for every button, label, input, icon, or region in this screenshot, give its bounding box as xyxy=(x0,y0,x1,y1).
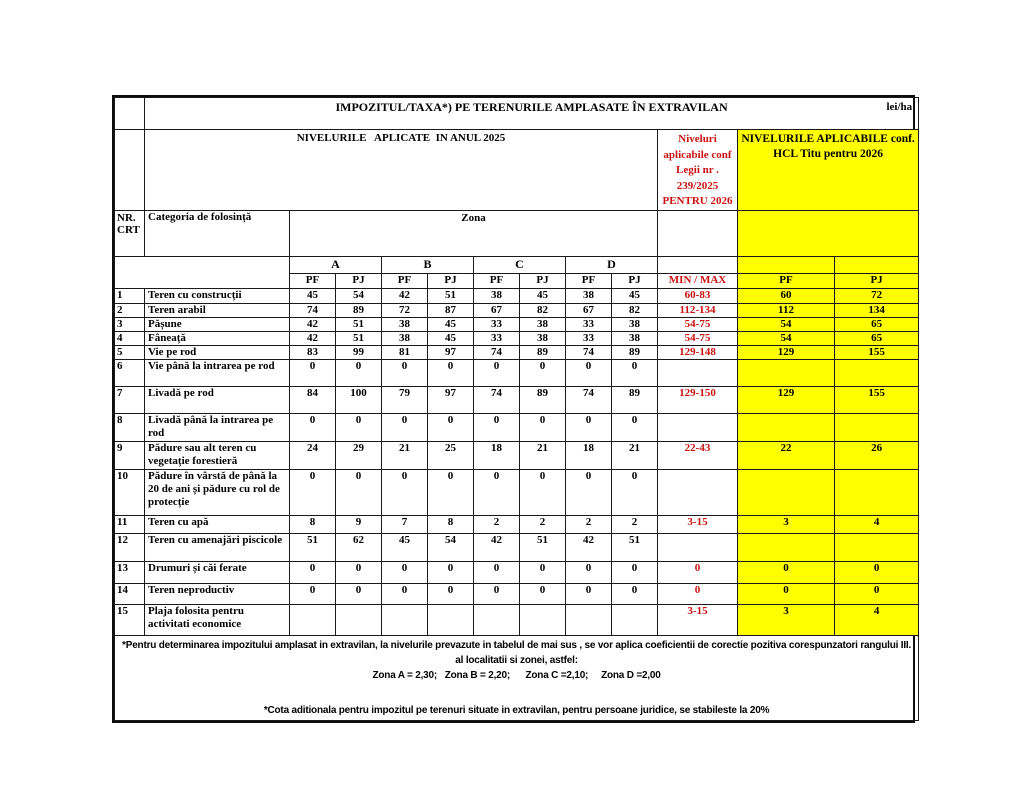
pj-subheader: PJ xyxy=(428,273,474,288)
category-spacer-cell xyxy=(115,256,290,288)
corner-cell-2 xyxy=(115,130,145,211)
zone-value-cell: 0 xyxy=(566,583,612,604)
zone-value-cell: 67 xyxy=(474,303,520,317)
zone-value-cell: 0 xyxy=(474,359,520,386)
pj-2026-value-cell: 65 xyxy=(835,331,919,345)
subtitle-2025: NIVELURILE APLICATE IN ANUL 2025 xyxy=(145,130,658,211)
zone-value-cell: 0 xyxy=(474,561,520,583)
table-row xyxy=(115,561,919,583)
pf-2026-value-cell xyxy=(738,533,835,561)
pj-2026-value-cell: 155 xyxy=(835,345,919,359)
zone-value-cell xyxy=(566,604,612,635)
row-number-cell: 9 xyxy=(115,441,145,469)
zone-value-cell: 45 xyxy=(612,288,658,303)
law-column-spacer-2 xyxy=(658,256,738,273)
title-row xyxy=(115,98,919,130)
zone-value-cell xyxy=(382,604,428,635)
zone-value-cell: 45 xyxy=(428,317,474,331)
zone-value-cell: 24 xyxy=(290,441,336,469)
zone-value-cell: 42 xyxy=(474,533,520,561)
zona-header: Zona xyxy=(290,210,658,256)
pj-2026-value-cell: 65 xyxy=(835,317,919,331)
zone-value-cell: 79 xyxy=(382,386,428,413)
zone-value-cell: 0 xyxy=(566,413,612,441)
pj-2026-value-cell: 72 xyxy=(835,288,919,303)
nr-crt-header: NR.CRT xyxy=(115,210,145,256)
zone-value-cell: 42 xyxy=(290,331,336,345)
zone-value-cell: 2 xyxy=(566,515,612,533)
zone-value-cell: 21 xyxy=(382,441,428,469)
category-header: Categoria de folosință xyxy=(145,210,290,256)
zone-value-cell: 0 xyxy=(336,583,382,604)
zone-value-cell: 2 xyxy=(520,515,566,533)
zone-value-cell: 0 xyxy=(290,413,336,441)
zone-value-cell: 0 xyxy=(428,413,474,441)
zone-value-cell: 8 xyxy=(428,515,474,533)
zone-value-cell: 38 xyxy=(612,331,658,345)
zone-value-cell: 38 xyxy=(474,288,520,303)
row-number-cell: 8 xyxy=(115,413,145,441)
pf-2026-value-cell: 3 xyxy=(738,515,835,533)
category-cell: Vie pe rod xyxy=(145,345,290,359)
row-number-cell: 10 xyxy=(115,469,145,515)
zone-value-cell: 7 xyxy=(382,515,428,533)
zone-value-cell: 42 xyxy=(566,533,612,561)
table-row xyxy=(115,345,919,359)
zone-value-cell: 38 xyxy=(520,331,566,345)
pj-2026-value-cell: 155 xyxy=(835,386,919,413)
pf-subheader: PF xyxy=(382,273,428,288)
law-column-spacer xyxy=(658,210,738,256)
minmax-value-cell: 54-75 xyxy=(658,331,738,345)
zone-value-cell: 33 xyxy=(474,331,520,345)
zone-value-cell: 0 xyxy=(336,359,382,386)
zone-letter-d: D xyxy=(566,256,658,273)
zone-value-cell: 0 xyxy=(474,583,520,604)
zone-value-cell xyxy=(290,604,336,635)
minmax-value-cell: 129-148 xyxy=(658,345,738,359)
minmax-value-cell: 3-15 xyxy=(658,604,738,635)
zone-value-cell: 82 xyxy=(612,303,658,317)
category-cell: Fâneață xyxy=(145,331,290,345)
table-row xyxy=(115,331,919,345)
zone-value-cell: 0 xyxy=(428,359,474,386)
zone-value-cell: 74 xyxy=(474,386,520,413)
zone-value-cell: 2 xyxy=(474,515,520,533)
zone-value-cell: 0 xyxy=(290,583,336,604)
minmax-header: MIN / MAX xyxy=(658,273,738,288)
zone-value-cell: 0 xyxy=(336,413,382,441)
law-note-cell xyxy=(658,130,738,211)
hcl-note-cell xyxy=(738,130,919,211)
zone-value-cell: 0 xyxy=(428,561,474,583)
pf-2026-value-cell: 129 xyxy=(738,345,835,359)
footer-note-coefficients: *Pentru determinarea impozitului amplasat in extravilan, la nivelurile prevazute in tabelul de mai sus , se vor aplica coeficientii de corectie pozitiva corespunzatori rangului III. al localitatii si zonei, astfel: xyxy=(122,639,912,666)
zone-value-cell xyxy=(428,604,474,635)
footer-row xyxy=(115,635,919,720)
pf-subheader: PF xyxy=(290,273,336,288)
zone-letter-c: C xyxy=(474,256,566,273)
unit-label: lei/ha xyxy=(886,101,913,113)
row-number-cell: 4 xyxy=(115,331,145,345)
zone-value-cell: 25 xyxy=(428,441,474,469)
pf-2026-header: PF xyxy=(738,273,835,288)
pf-2026-value-cell: 3 xyxy=(738,604,835,635)
zone-value-cell: 0 xyxy=(382,413,428,441)
zone-value-cell: 67 xyxy=(566,303,612,317)
zone-value-cell: 0 xyxy=(428,469,474,515)
hcl-line: HCL Titu pentru 2026 xyxy=(773,148,883,160)
row-number-cell: 7 xyxy=(115,386,145,413)
zone-value-cell: 51 xyxy=(336,331,382,345)
zone-value-cell: 38 xyxy=(520,317,566,331)
zone-value-cell: 89 xyxy=(612,345,658,359)
zone-value-cell: 0 xyxy=(612,583,658,604)
law-line: 239/2025 xyxy=(676,179,719,192)
minmax-value-cell: 0 xyxy=(658,583,738,604)
row-number-cell: 13 xyxy=(115,561,145,583)
zone-value-cell: 0 xyxy=(290,469,336,515)
zone-value-cell: 97 xyxy=(428,345,474,359)
hcl-column-spacer xyxy=(738,210,919,256)
zone-value-cell: 87 xyxy=(428,303,474,317)
table-row xyxy=(115,317,919,331)
pj-2026-value-cell: 26 xyxy=(835,441,919,469)
pj-subheader: PJ xyxy=(612,273,658,288)
zone-value-cell: 0 xyxy=(290,359,336,386)
zone-value-cell: 51 xyxy=(290,533,336,561)
category-cell: Livadă pe rod xyxy=(145,386,290,413)
row-number-cell: 11 xyxy=(115,515,145,533)
zone-value-cell: 0 xyxy=(566,469,612,515)
category-cell: Teren neproductiv xyxy=(145,583,290,604)
zone-value-cell: 74 xyxy=(474,345,520,359)
minmax-value-cell xyxy=(658,469,738,515)
zone-value-cell: 51 xyxy=(428,288,474,303)
category-cell: Pădure în vârstă de până la 20 de ani și pădure cu rol de protecție xyxy=(145,469,290,515)
zone-value-cell: 21 xyxy=(612,441,658,469)
zone-value-cell: 82 xyxy=(520,303,566,317)
pf-2026-spacer xyxy=(738,256,835,273)
zone-letter-a: A xyxy=(290,256,382,273)
column-header-row xyxy=(115,210,919,256)
pf-2026-value-cell: 60 xyxy=(738,288,835,303)
table-row xyxy=(115,583,919,604)
pj-2026-value-cell: 4 xyxy=(835,604,919,635)
minmax-value-cell: 60-83 xyxy=(658,288,738,303)
zone-value-cell: 0 xyxy=(382,561,428,583)
zone-value-cell: 54 xyxy=(336,288,382,303)
category-cell: Drumuri și căi ferate xyxy=(145,561,290,583)
row-number-cell: 15 xyxy=(115,604,145,635)
zone-value-cell: 0 xyxy=(566,359,612,386)
zone-value-cell: 81 xyxy=(382,345,428,359)
zone-value-cell: 9 xyxy=(336,515,382,533)
pf-2026-value-cell: 22 xyxy=(738,441,835,469)
zone-value-cell: 42 xyxy=(382,288,428,303)
table-row xyxy=(115,469,919,515)
zone-value-cell: 18 xyxy=(566,441,612,469)
category-cell: Vie până la intrarea pe rod xyxy=(145,359,290,386)
minmax-value-cell: 0 xyxy=(658,561,738,583)
category-cell: Pădure sau alt teren cu vegetație forestieră xyxy=(145,441,290,469)
law-line: Legii nr . xyxy=(676,164,719,176)
pf-subheader: PF xyxy=(474,273,520,288)
pf-2026-value-cell: 54 xyxy=(738,331,835,345)
zone-value-cell: 0 xyxy=(382,359,428,386)
zone-letter-b: B xyxy=(382,256,474,273)
row-number-cell: 5 xyxy=(115,345,145,359)
minmax-value-cell: 54-75 xyxy=(658,317,738,331)
zone-value-cell: 0 xyxy=(566,561,612,583)
tax-table-sheet xyxy=(112,95,915,723)
minmax-value-cell: 22-43 xyxy=(658,441,738,469)
tax-table xyxy=(114,97,919,721)
pj-2026-value-cell xyxy=(835,359,919,386)
zone-value-cell: 0 xyxy=(474,469,520,515)
pj-2026-value-cell xyxy=(835,469,919,515)
zone-value-cell: 51 xyxy=(520,533,566,561)
pf-2026-value-cell: 129 xyxy=(738,386,835,413)
zone-value-cell: 0 xyxy=(290,561,336,583)
law-line: PENTRU 2026 xyxy=(662,195,733,207)
zone-value-cell: 74 xyxy=(566,386,612,413)
pj-2026-value-cell: 0 xyxy=(835,583,919,604)
table-row xyxy=(115,303,919,317)
pf-subheader: PF xyxy=(566,273,612,288)
table-row xyxy=(115,441,919,469)
zone-value-cell: 0 xyxy=(382,583,428,604)
zone-value-cell: 72 xyxy=(382,303,428,317)
corner-cell xyxy=(115,98,145,130)
zone-value-cell: 0 xyxy=(612,359,658,386)
footer-note-additional-quota: *Cota aditionala pentru impozitul pe terenuri situate in extravilan, pentru persoane juridice, se stabileste la 20% xyxy=(263,704,770,716)
row-number-cell: 1 xyxy=(115,288,145,303)
zone-value-cell xyxy=(336,604,382,635)
zone-value-cell: 51 xyxy=(336,317,382,331)
zone-value-cell: 45 xyxy=(520,288,566,303)
zone-value-cell: 0 xyxy=(520,469,566,515)
row-number-cell: 2 xyxy=(115,303,145,317)
zone-value-cell: 29 xyxy=(336,441,382,469)
page-title: IMPOZITUL/TAXA*) PE TERENURILE AMPLASATE ÎN EXTRAVILAN xyxy=(335,100,728,114)
zone-value-cell: 38 xyxy=(382,317,428,331)
category-cell: Teren cu amenajări piscicole xyxy=(145,533,290,561)
table-row xyxy=(115,359,919,386)
zone-letters-row xyxy=(115,256,919,273)
zone-value-cell: 0 xyxy=(520,413,566,441)
zone-value-cell: 74 xyxy=(566,345,612,359)
zone-value-cell: 0 xyxy=(336,469,382,515)
zone-value-cell: 0 xyxy=(474,413,520,441)
zone-value-cell: 99 xyxy=(336,345,382,359)
pf-2026-value-cell: 54 xyxy=(738,317,835,331)
zone-value-cell: 100 xyxy=(336,386,382,413)
zone-value-cell: 33 xyxy=(566,317,612,331)
minmax-value-cell: 3-15 xyxy=(658,515,738,533)
table-row xyxy=(115,413,919,441)
law-line: Niveluri xyxy=(678,133,717,145)
zone-value-cell: 89 xyxy=(520,345,566,359)
row-number-cell: 6 xyxy=(115,359,145,386)
zone-value-cell: 0 xyxy=(520,583,566,604)
pj-2026-header: PJ xyxy=(835,273,919,288)
minmax-value-cell: 112-134 xyxy=(658,303,738,317)
table-row xyxy=(115,386,919,413)
table-row xyxy=(115,604,919,635)
pj-2026-spacer xyxy=(835,256,919,273)
zone-value-cell: 89 xyxy=(612,386,658,413)
pf-2026-value-cell: 0 xyxy=(738,583,835,604)
zone-value-cell: 42 xyxy=(290,317,336,331)
zone-value-cell: 97 xyxy=(428,386,474,413)
zone-value-cell: 33 xyxy=(566,331,612,345)
zone-value-cell xyxy=(520,604,566,635)
minmax-value-cell: 129-150 xyxy=(658,386,738,413)
pj-2026-value-cell: 0 xyxy=(835,561,919,583)
law-line: aplicabile conf xyxy=(663,148,732,161)
category-cell: Teren cu apă xyxy=(145,515,290,533)
zone-value-cell: 2 xyxy=(612,515,658,533)
minmax-value-cell xyxy=(658,359,738,386)
zone-value-cell: 83 xyxy=(290,345,336,359)
footer-note-zone-values: Zona A = 2,30; Zona B = 2,20; Zona C =2,10; Zona D =2,00 xyxy=(372,669,661,681)
pj-subheader: PJ xyxy=(336,273,382,288)
pj-2026-value-cell xyxy=(835,413,919,441)
data-rows xyxy=(115,288,919,635)
pf-2026-value-cell xyxy=(738,359,835,386)
zone-value-cell: 45 xyxy=(428,331,474,345)
zone-value-cell xyxy=(474,604,520,635)
zone-value-cell: 0 xyxy=(612,413,658,441)
zone-value-cell: 0 xyxy=(520,359,566,386)
zone-value-cell: 51 xyxy=(612,533,658,561)
zone-value-cell: 84 xyxy=(290,386,336,413)
zone-value-cell: 0 xyxy=(382,469,428,515)
zone-value-cell: 0 xyxy=(428,583,474,604)
minmax-value-cell xyxy=(658,413,738,441)
zone-value-cell: 0 xyxy=(520,561,566,583)
pf-2026-value-cell: 112 xyxy=(738,303,835,317)
levels-header-row xyxy=(115,130,919,211)
zone-value-cell: 18 xyxy=(474,441,520,469)
category-cell: Teren cu construcții xyxy=(145,288,290,303)
category-cell: Plaja folosita pentru activitati economice xyxy=(145,604,290,635)
category-cell: Pășune xyxy=(145,317,290,331)
zone-value-cell xyxy=(612,604,658,635)
row-number-cell: 14 xyxy=(115,583,145,604)
zone-value-cell: 33 xyxy=(474,317,520,331)
zone-value-cell: 0 xyxy=(612,469,658,515)
zone-value-cell: 0 xyxy=(336,561,382,583)
zone-value-cell: 45 xyxy=(290,288,336,303)
zone-value-cell: 89 xyxy=(336,303,382,317)
tax-table-border xyxy=(112,95,915,723)
row-number-cell: 3 xyxy=(115,317,145,331)
zone-value-cell: 38 xyxy=(382,331,428,345)
zone-value-cell: 38 xyxy=(566,288,612,303)
title-cell xyxy=(145,98,919,130)
footer-notes-cell xyxy=(115,635,919,720)
zone-value-cell: 21 xyxy=(520,441,566,469)
zone-value-cell: 74 xyxy=(290,303,336,317)
pj-subheader: PJ xyxy=(520,273,566,288)
row-number-cell: 12 xyxy=(115,533,145,561)
category-cell: Livadă până la intrarea pe rod xyxy=(145,413,290,441)
minmax-value-cell xyxy=(658,533,738,561)
pf-2026-value-cell xyxy=(738,469,835,515)
zone-value-cell: 45 xyxy=(382,533,428,561)
table-row xyxy=(115,533,919,561)
table-row xyxy=(115,515,919,533)
zone-value-cell: 8 xyxy=(290,515,336,533)
zone-value-cell: 89 xyxy=(520,386,566,413)
zone-value-cell: 38 xyxy=(612,317,658,331)
pj-2026-value-cell: 134 xyxy=(835,303,919,317)
pj-2026-value-cell xyxy=(835,533,919,561)
pj-2026-value-cell: 4 xyxy=(835,515,919,533)
category-cell: Teren arabil xyxy=(145,303,290,317)
zone-value-cell: 0 xyxy=(612,561,658,583)
pf-2026-value-cell: 0 xyxy=(738,561,835,583)
zone-value-cell: 54 xyxy=(428,533,474,561)
zone-value-cell: 62 xyxy=(336,533,382,561)
hcl-line: NIVELURILE APLICABILE conf. xyxy=(741,133,915,145)
pf-2026-value-cell xyxy=(738,413,835,441)
table-row xyxy=(115,288,919,303)
